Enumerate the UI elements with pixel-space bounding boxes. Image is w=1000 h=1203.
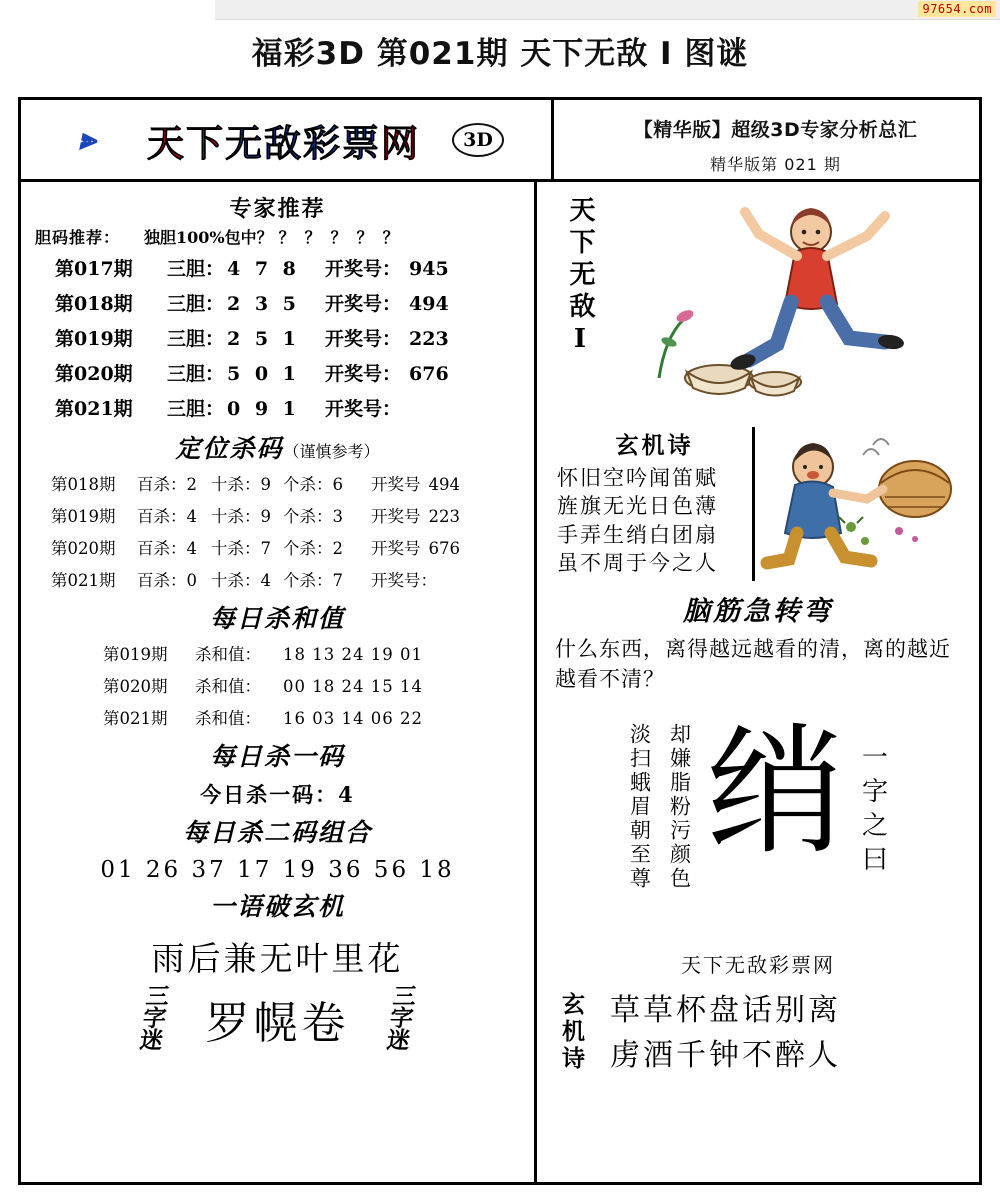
ge-kill: 个杀：2 [283, 539, 343, 558]
header-subtitle-text: 超级3D专家分析总汇 [731, 118, 918, 141]
poem-and-illustration [537, 427, 979, 581]
header-issue-prefix: 精华版第 [710, 154, 779, 174]
brand-block [21, 113, 551, 167]
header-edition-tag: 【精华版】 [633, 118, 732, 141]
open-label: 开奖号 [371, 507, 421, 526]
kill-code-title-text: 定位杀码 [175, 434, 284, 463]
open-label: 开奖号： [371, 571, 437, 590]
bai-kill: 百杀：4 [137, 539, 197, 558]
open-label: 开奖号： [325, 363, 402, 385]
top-bar [215, 0, 1000, 20]
site-name-footer: 天下无敌彩票网 [681, 952, 835, 977]
xuanji-poem-block [545, 427, 755, 581]
bai-kill: 百杀：2 [137, 475, 197, 494]
bottom-couplet [610, 988, 841, 1078]
riddle-text-value: 雨后兼无叶里花 [151, 939, 404, 978]
table-row [21, 531, 534, 563]
issue-label: 第019期 [55, 328, 133, 350]
page-title-name: 天下无敌 [520, 36, 649, 72]
kill-sum-label: 杀和值： [195, 677, 261, 696]
stamp-char-2: 字 [387, 1004, 415, 1032]
table-row [21, 390, 534, 425]
brand-logo-icon: ⫸ [77, 121, 102, 157]
issue-label: 第017期 [55, 258, 133, 280]
three-dan-label: 三胆： [167, 328, 225, 350]
issue-label: 第019期 [51, 507, 116, 526]
open-number: 494 [428, 475, 460, 494]
table-row [21, 701, 534, 733]
three-dan-label: 三胆： [167, 398, 225, 420]
three-dan-digits: 4 7 8 [227, 258, 300, 280]
three-word-stamp-right [384, 983, 418, 1054]
danma-label: 胆码推荐： [35, 228, 121, 247]
brain-teaser-title: 脑筋急转弯 [683, 596, 833, 627]
poem-line: 虽不周于今之人 [557, 551, 718, 576]
vertical-couplet-right: 却嫌脂粉污颜色 [667, 722, 692, 891]
page-title [0, 28, 1000, 73]
xuanji-poem-title: 玄机诗 [615, 432, 694, 459]
open-label: 开奖号 [371, 475, 421, 494]
page-title-issue: 第021期 [376, 36, 509, 72]
riddle-text [21, 933, 534, 980]
three-dan-label: 三胆： [167, 363, 225, 385]
three-word-riddle [21, 983, 534, 1054]
three-dan-digits: 2 3 5 [227, 293, 300, 315]
issue-label: 第021期 [103, 709, 168, 728]
daily-kill-two-values: 01 26 37 17 19 36 56 18 [100, 857, 455, 883]
table-row [21, 669, 534, 701]
left-column [21, 182, 537, 1185]
kill-code-title [21, 429, 534, 465]
kill-sum-label: 杀和值： [195, 645, 261, 664]
three-dan-label: 三胆： [167, 258, 225, 280]
open-label: 开奖号： [325, 328, 402, 350]
vertical-couplet-left: 淡扫蛾眉朝至尊 [627, 722, 652, 891]
riddle-title: 一语破玄机 [209, 892, 345, 921]
sheet-header [21, 100, 979, 182]
top-illustration-area [537, 182, 979, 427]
danma-slogan: 独胆100%包中？ [144, 228, 273, 247]
danma-recommend-row [21, 225, 534, 250]
daily-kill-one-value: 今日杀一码：4 [200, 782, 355, 807]
table-row [21, 285, 534, 320]
three-dan-digits: 2 5 1 [227, 328, 300, 350]
stamp-char-3: 迷 [384, 1026, 412, 1054]
brain-teaser-question: 什么东西，离得越远越看的清，离的越近越看不清？ [555, 637, 951, 692]
stamp-char-3: 迷 [137, 1026, 165, 1054]
brand-text-part2: 无敌彩票 [225, 120, 381, 165]
bai-kill: 百杀：4 [137, 507, 197, 526]
couplet-line: 草草杯盘话别离 [610, 992, 841, 1028]
header-issue-suffix: 期 [823, 154, 841, 174]
open-label: 开奖号 [371, 539, 421, 558]
open-label: 开奖号： [325, 293, 402, 315]
header-right [551, 100, 979, 179]
issue-label: 第021期 [55, 398, 133, 420]
illustration-kicking-man [599, 182, 979, 427]
header-subtitle [634, 115, 918, 142]
three-word-stamp-left [137, 983, 171, 1054]
open-number: 494 [409, 293, 449, 315]
daily-kill-one-title: 每日杀一码 [209, 742, 345, 771]
header-issue-number: 021 [784, 154, 818, 174]
table-row [21, 563, 534, 595]
big-character: 绡 [704, 710, 845, 874]
couplet-line: 虏酒千钟不醉人 [610, 1037, 841, 1073]
issue-label: 第021期 [51, 571, 116, 590]
lottery-3d-badge: 3D [452, 123, 504, 157]
issue-label: 第020期 [51, 539, 116, 558]
open-number: 223 [409, 328, 449, 350]
stamp-char-2: 字 [140, 1004, 168, 1032]
header-issue-line [710, 152, 841, 175]
expert-recommend-title: 专家推荐 [229, 196, 326, 222]
poem-line: 怀旧空吟闻笛赋 [557, 466, 718, 490]
daily-kill-two-title: 每日杀二码组合 [182, 818, 372, 847]
three-dan-digits: 0 9 1 [227, 398, 300, 420]
issue-label: 第018期 [51, 475, 116, 494]
kill-code-title-note: （谨慎参考） [283, 442, 380, 461]
issue-label: 第020期 [103, 677, 168, 696]
brand-text-part1: 天下 [147, 120, 225, 165]
page-title-prefix: 福彩3D [251, 36, 365, 72]
illustration-kicking-man-svg [599, 182, 939, 412]
table-row [21, 250, 534, 285]
three-dan-digits: 5 0 1 [227, 363, 300, 385]
issue-label: 第018期 [55, 293, 133, 315]
open-number: 223 [428, 507, 460, 526]
kill-sum-values: 00 18 24 15 14 [283, 677, 423, 696]
issue-label: 第020期 [55, 363, 133, 385]
sheet-body [21, 182, 979, 1185]
one-character-label: 一字之曰 [857, 742, 888, 879]
page-title-suffix: Ⅰ 图谜 [660, 36, 749, 72]
open-label: 开奖号： [325, 258, 402, 280]
bottom-poem-label: 玄机诗 [558, 992, 585, 1074]
shi-kill: 十杀：9 [211, 475, 271, 494]
kill-sum-values: 18 13 24 19 01 [283, 645, 423, 664]
site-watermark: 97654.com [918, 1, 996, 17]
table-row [21, 355, 534, 390]
kill-sum-label: 杀和值： [195, 709, 261, 728]
ge-kill: 个杀：7 [283, 571, 343, 590]
daily-kill-sum-title: 每日杀和值 [209, 604, 345, 633]
table-row [21, 467, 534, 499]
ge-kill: 个杀：6 [283, 475, 343, 494]
three-word-answer: 罗幌卷 [205, 997, 350, 1049]
issue-label: 第019期 [103, 645, 168, 664]
stamp-char-1: 三 [143, 983, 171, 1010]
table-row [21, 637, 534, 669]
stamp-char-1: 三 [390, 983, 418, 1010]
open-number: 676 [428, 539, 460, 558]
shi-kill: 十杀：4 [211, 571, 271, 590]
table-row [21, 320, 534, 355]
illustration-drunk-man [755, 427, 971, 581]
right-column [537, 182, 979, 1185]
kill-sum-values: 16 03 14 06 22 [283, 709, 423, 728]
ge-kill: 个杀：3 [283, 507, 343, 526]
illustration-drunk-man-svg [755, 427, 965, 577]
open-number: 676 [409, 363, 449, 385]
big-character-area [537, 710, 979, 923]
open-label: 开奖号： [325, 398, 402, 420]
bai-kill: 百杀：0 [137, 571, 197, 590]
poem-line: 手弄生绡白团扇 [557, 522, 718, 547]
poster-sheet [18, 97, 982, 1185]
shi-kill: 十杀：7 [211, 539, 271, 558]
table-row [21, 499, 534, 531]
series-vertical-title: 天下无敌Ⅰ [565, 196, 595, 360]
bottom-poem-block [537, 988, 979, 1078]
brand-text [147, 113, 420, 167]
three-dan-label: 三胆： [167, 293, 225, 315]
danma-question-marks: ？？？？？ [278, 228, 409, 247]
poem-line: 旌旗无光日色薄 [557, 494, 718, 519]
brand-text-part3: 网 [381, 120, 420, 165]
shi-kill: 十杀：9 [211, 507, 271, 526]
open-number: 945 [409, 258, 449, 280]
